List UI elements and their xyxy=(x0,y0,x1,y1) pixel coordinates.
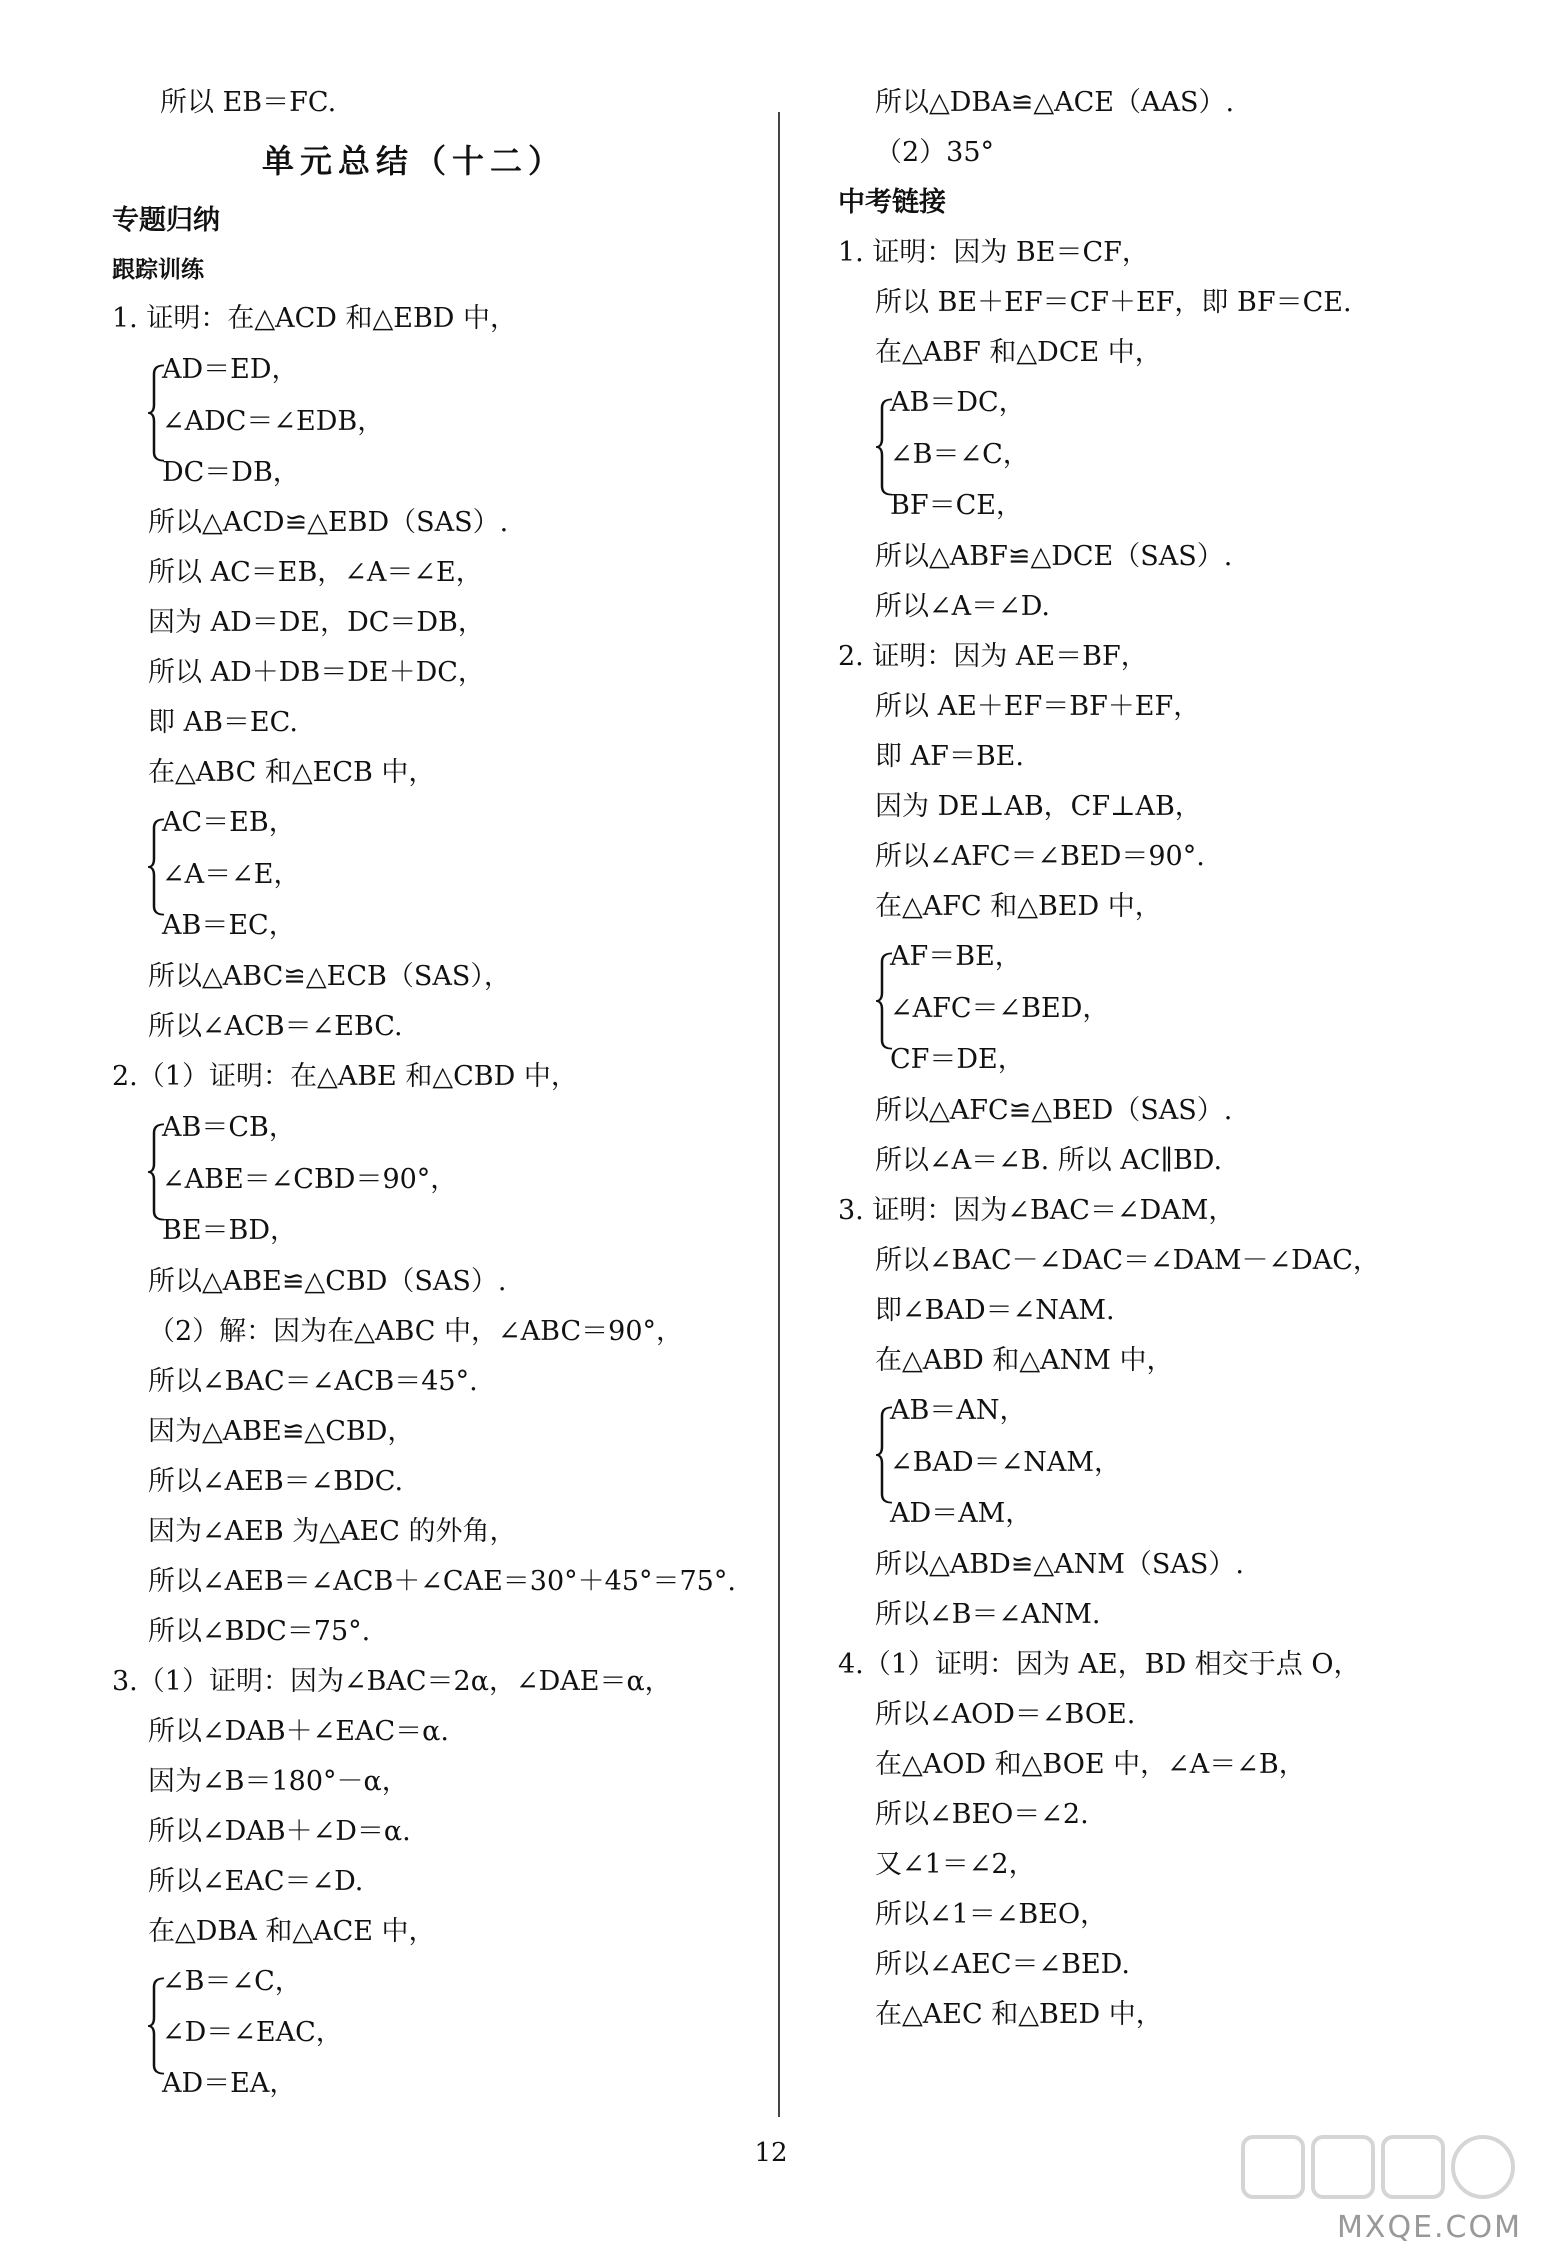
left-text-line: 所以∠DAB＋∠EAC＝α. xyxy=(148,1716,449,1747)
left-text-line: 2.（1）证明：在△ABE 和△CBD 中， xyxy=(112,1061,578,1092)
left-text-line: 因为 AD＝DE，DC＝DB， xyxy=(148,607,485,638)
left-text-line: 所以∠ACB＝∠EBC. xyxy=(148,1011,403,1042)
left-text-line: 专题归纳 xyxy=(112,205,220,236)
right-text-line: ∠BAD＝∠NAM， xyxy=(890,1447,1122,1478)
right-text-line: 因为 DE⊥AB，CF⊥AB， xyxy=(875,791,1202,822)
right-text-line: AB＝AN， xyxy=(890,1395,1027,1426)
page-number: 12 xyxy=(754,2138,788,2168)
left-text-line: 跟踪训练 xyxy=(112,257,204,283)
right-text-line: 又∠1＝∠2， xyxy=(875,1849,1036,1880)
right-text-line: 在△AEC 和△BED 中， xyxy=(875,1999,1163,2030)
left-text-line: （2）解：因为在△ABC 中，∠ABC＝90°， xyxy=(148,1316,684,1347)
left-text-line: 所以∠EAC＝∠D. xyxy=(148,1866,364,1897)
left-text-line: 所以∠AEB＝∠ACB＋∠CAE＝30°＋45°＝75°. xyxy=(148,1566,736,1597)
left-text-line: 在△DBA 和△ACE 中， xyxy=(148,1916,436,1947)
left-text-line: 因为△ABE≌△CBD， xyxy=(148,1416,415,1447)
watermark-text: MXQE.COM xyxy=(1337,2210,1522,2245)
brace-icon xyxy=(146,1123,168,1221)
right-text-line: ∠AFC＝∠BED， xyxy=(890,993,1110,1024)
left-text-line: AD＝EA， xyxy=(162,2068,297,2099)
right-text-line: 在△ABF 和△DCE 中， xyxy=(875,337,1162,368)
right-text-line: 所以∠AOD＝∠BOE. xyxy=(875,1699,1136,1730)
brace-icon xyxy=(146,364,168,462)
right-text-line: 中考链接 xyxy=(838,187,946,218)
right-text-line: 在△AFC 和△BED 中， xyxy=(875,891,1162,922)
left-text-line: 所以∠AEB＝∠BDC. xyxy=(148,1466,404,1497)
brace-icon xyxy=(874,952,896,1050)
left-text-line: AD＝ED， xyxy=(162,354,299,385)
right-text-line: 2. 证明：因为 AE＝BF， xyxy=(838,641,1148,672)
left-text-line: 因为∠B＝180°－α， xyxy=(148,1766,409,1797)
left-text-line: 在△ABC 和△ECB 中， xyxy=(148,757,436,788)
left-text-line: 所以∠BAC＝∠ACB＝45°. xyxy=(148,1366,478,1397)
right-text-line: CF＝DE， xyxy=(890,1044,1025,1075)
left-text-line: ∠B＝∠C， xyxy=(162,1966,302,1997)
right-text-line: 所以∠AEC＝∠BED. xyxy=(875,1949,1130,1980)
right-text-line: AB＝DC， xyxy=(890,387,1026,418)
brace-icon xyxy=(146,1977,168,2075)
left-text-line: AB＝CB， xyxy=(162,1112,296,1143)
left-text-line: ∠A＝∠E， xyxy=(162,859,301,890)
right-text-line: 所以∠AFC＝∠BED＝90°. xyxy=(875,841,1205,872)
right-text-line: 所以∠BAC－∠DAC＝∠DAM－∠DAC， xyxy=(875,1245,1380,1276)
right-text-line: 所以∠1＝∠BEO， xyxy=(875,1899,1108,1930)
left-text-line: 所以∠BDC＝75°. xyxy=(148,1616,371,1647)
right-text-line: 所以 BE＋EF＝CF＋EF，即 BF＝CE. xyxy=(875,287,1352,318)
right-text-line: AD＝AM， xyxy=(890,1498,1033,1529)
left-text-line: 因为∠AEB 为△AEC 的外角， xyxy=(148,1516,517,1547)
left-text-line: 1. 证明：在△ACD 和△EBD 中， xyxy=(112,303,518,334)
right-text-line: 所以∠BEO＝∠2. xyxy=(875,1799,1089,1830)
right-text-line: 所以△ABD≌△ANM（SAS）. xyxy=(875,1549,1244,1580)
left-text-line: 所以 AD＋DB＝DE＋DC， xyxy=(148,657,485,688)
left-text-line: 所以△ACD≌△EBD（SAS）. xyxy=(148,507,509,538)
column-divider xyxy=(778,112,780,2117)
left-text-line: 所以△ABC≌△ECB（SAS）， xyxy=(148,961,511,992)
right-text-line: 所以∠B＝∠ANM. xyxy=(875,1599,1101,1630)
right-text-line: BF＝CE， xyxy=(890,490,1023,521)
left-text-line: BE＝BD， xyxy=(162,1215,298,1246)
left-text-line: 所以 EB＝FC. xyxy=(160,87,337,118)
left-text-line: 3.（1）证明：因为∠BAC＝2α，∠DAE＝α， xyxy=(112,1666,672,1697)
right-text-line: AF＝BE， xyxy=(890,941,1022,972)
brace-icon xyxy=(146,818,168,916)
right-text-line: 所以∠A＝∠B. 所以 AC∥BD. xyxy=(875,1145,1223,1176)
right-text-line: 1. 证明：因为 BE＝CF， xyxy=(838,237,1149,268)
left-text-line: 所以△ABE≌△CBD（SAS）. xyxy=(148,1266,507,1297)
brace-icon xyxy=(874,1406,896,1504)
right-text-line: 所以∠A＝∠D. xyxy=(875,591,1051,622)
right-text-line: （2）35° xyxy=(875,137,995,168)
right-text-line: 所以 AE＋EF＝BF＋EF， xyxy=(875,691,1201,722)
right-text-line: 即∠BAD＝∠NAM. xyxy=(875,1295,1115,1326)
right-text-line: ∠B＝∠C， xyxy=(890,439,1030,470)
left-text-line: AB＝EC， xyxy=(162,910,296,941)
right-text-line: 所以△AFC≌△BED（SAS）. xyxy=(875,1095,1233,1126)
left-text-line: 即 AB＝EC. xyxy=(148,707,298,738)
left-text-line: AC＝EB， xyxy=(162,807,296,838)
right-text-line: 在△ABD 和△ANM 中， xyxy=(875,1345,1174,1376)
left-text-line: ∠D＝∠EAC， xyxy=(162,2017,343,2048)
left-text-line: ∠ABE＝∠CBD＝90°， xyxy=(162,1164,458,1195)
right-text-line: 所以△ABF≌△DCE（SAS）. xyxy=(875,541,1233,572)
right-text-line: 所以△DBA≌△ACE（AAS）. xyxy=(875,87,1235,118)
right-text-line: 在△AOD 和△BOE 中，∠A＝∠B， xyxy=(875,1749,1306,1780)
left-text-line: ∠ADC＝∠EDB， xyxy=(162,406,385,437)
left-text-line: 单元总结（十二） xyxy=(262,142,567,180)
right-text-line: 4.（1）证明：因为 AE，BD 相交于点 O， xyxy=(838,1649,1361,1680)
left-text-line: 所以 AC＝EB，∠A＝∠E， xyxy=(148,557,483,588)
right-text-line: 3. 证明：因为∠BAC＝∠DAM， xyxy=(838,1195,1236,1226)
right-text-line: 即 AF＝BE. xyxy=(875,741,1024,772)
left-text-line: 所以∠DAB＋∠D＝α. xyxy=(148,1816,411,1847)
brace-icon xyxy=(874,398,896,496)
left-text-line: DC＝DB， xyxy=(162,457,300,488)
